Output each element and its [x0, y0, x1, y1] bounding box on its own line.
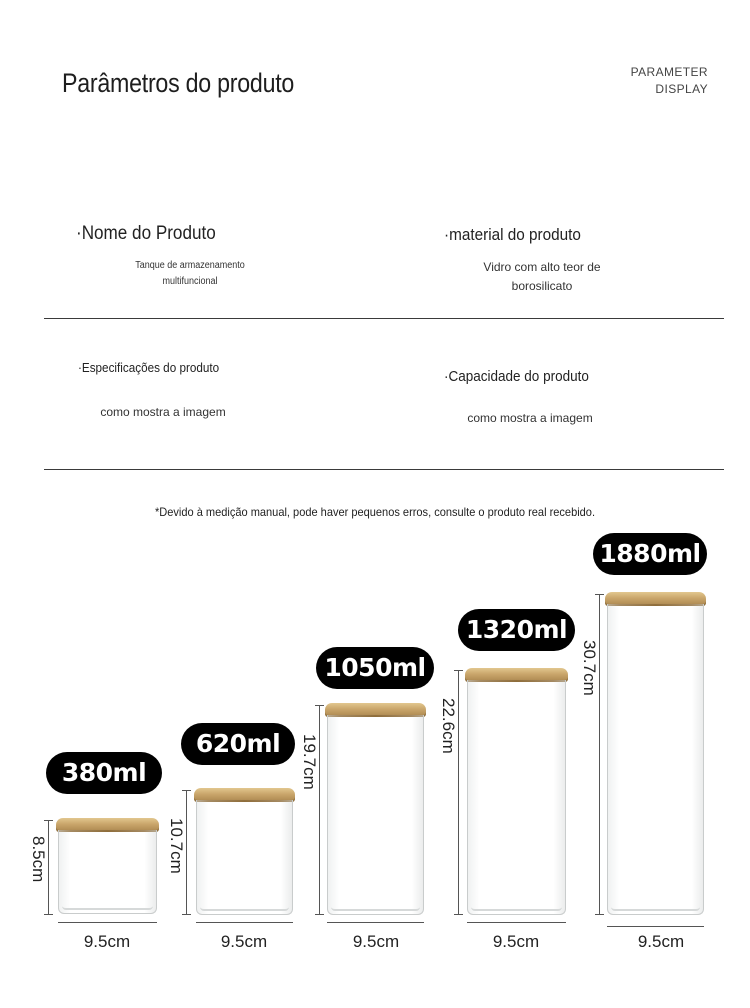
- jar-height-label: 8.5cm: [29, 836, 48, 883]
- capacity-badge-1880ml: 1880ml: [593, 533, 707, 575]
- jar-body: [327, 715, 424, 915]
- tag-line-2: DISPLAY: [655, 82, 708, 96]
- product-name-label: ·Nome do Produto: [76, 223, 216, 244]
- width-dimension-line: [58, 922, 157, 923]
- jar-body: [467, 680, 566, 915]
- jar-width-label: 9.5cm: [220, 932, 268, 951]
- capacity-badge-380ml: 380ml: [46, 752, 162, 794]
- jar-width-label: 9.5cm: [637, 932, 685, 951]
- material-label: ·material do produto: [444, 225, 581, 244]
- jar-height-label: 19.7cm: [300, 734, 319, 790]
- width-dimension-line: [196, 922, 293, 923]
- jar-width-label: 9.5cm: [83, 932, 131, 951]
- measurement-note: *Devido à medição manual, pode haver pequenos erros, consulte o produto real recebido.: [154, 505, 596, 519]
- width-dimension-line: [467, 922, 566, 923]
- jar-height-label: 30.7cm: [580, 640, 599, 696]
- jar-width-label: 9.5cm: [352, 932, 400, 951]
- capacity-badge-620ml: 620ml: [181, 723, 295, 765]
- height-dimension-line: [48, 820, 49, 915]
- specification-value: como mostra a imagem: [100, 405, 226, 419]
- material-line-2: borosilicato: [511, 279, 573, 293]
- height-dimension-line: [599, 594, 600, 915]
- jar-body: [58, 830, 157, 914]
- jar-width-label: 9.5cm: [492, 932, 540, 951]
- product-name-line-2: multifuncional: [162, 276, 218, 287]
- page-title: Parâmetros do produto: [62, 68, 295, 98]
- divider-top: [44, 318, 724, 319]
- jar-height-label: 10.7cm: [167, 818, 186, 874]
- jar-body: [196, 800, 293, 915]
- height-dimension-line: [186, 790, 187, 915]
- jar-height-label: 22.6cm: [439, 698, 458, 754]
- height-dimension-line: [319, 705, 320, 915]
- capacity-badge-1320ml: 1320ml: [458, 609, 575, 651]
- divider-bottom: [44, 469, 724, 470]
- width-dimension-line: [607, 926, 704, 927]
- material-line-1: Vidro com alto teor de: [483, 260, 601, 274]
- specification-label: ·Especificações do produto: [78, 360, 220, 375]
- product-name-value: [109, 258, 271, 290]
- jar-body: [607, 604, 704, 915]
- parameter-display-tag: [631, 64, 708, 98]
- capacity-value: como mostra a imagem: [467, 411, 593, 425]
- capacity-label: ·Capacidade do produto: [444, 368, 589, 385]
- width-dimension-line: [327, 922, 424, 923]
- product-name-line-1: Tanque de armazenamento: [135, 260, 245, 271]
- capacity-badge-1050ml: 1050ml: [316, 647, 434, 689]
- height-dimension-line: [458, 670, 459, 915]
- material-value: [452, 258, 632, 296]
- tag-line-1: PARAMETER: [630, 65, 708, 79]
